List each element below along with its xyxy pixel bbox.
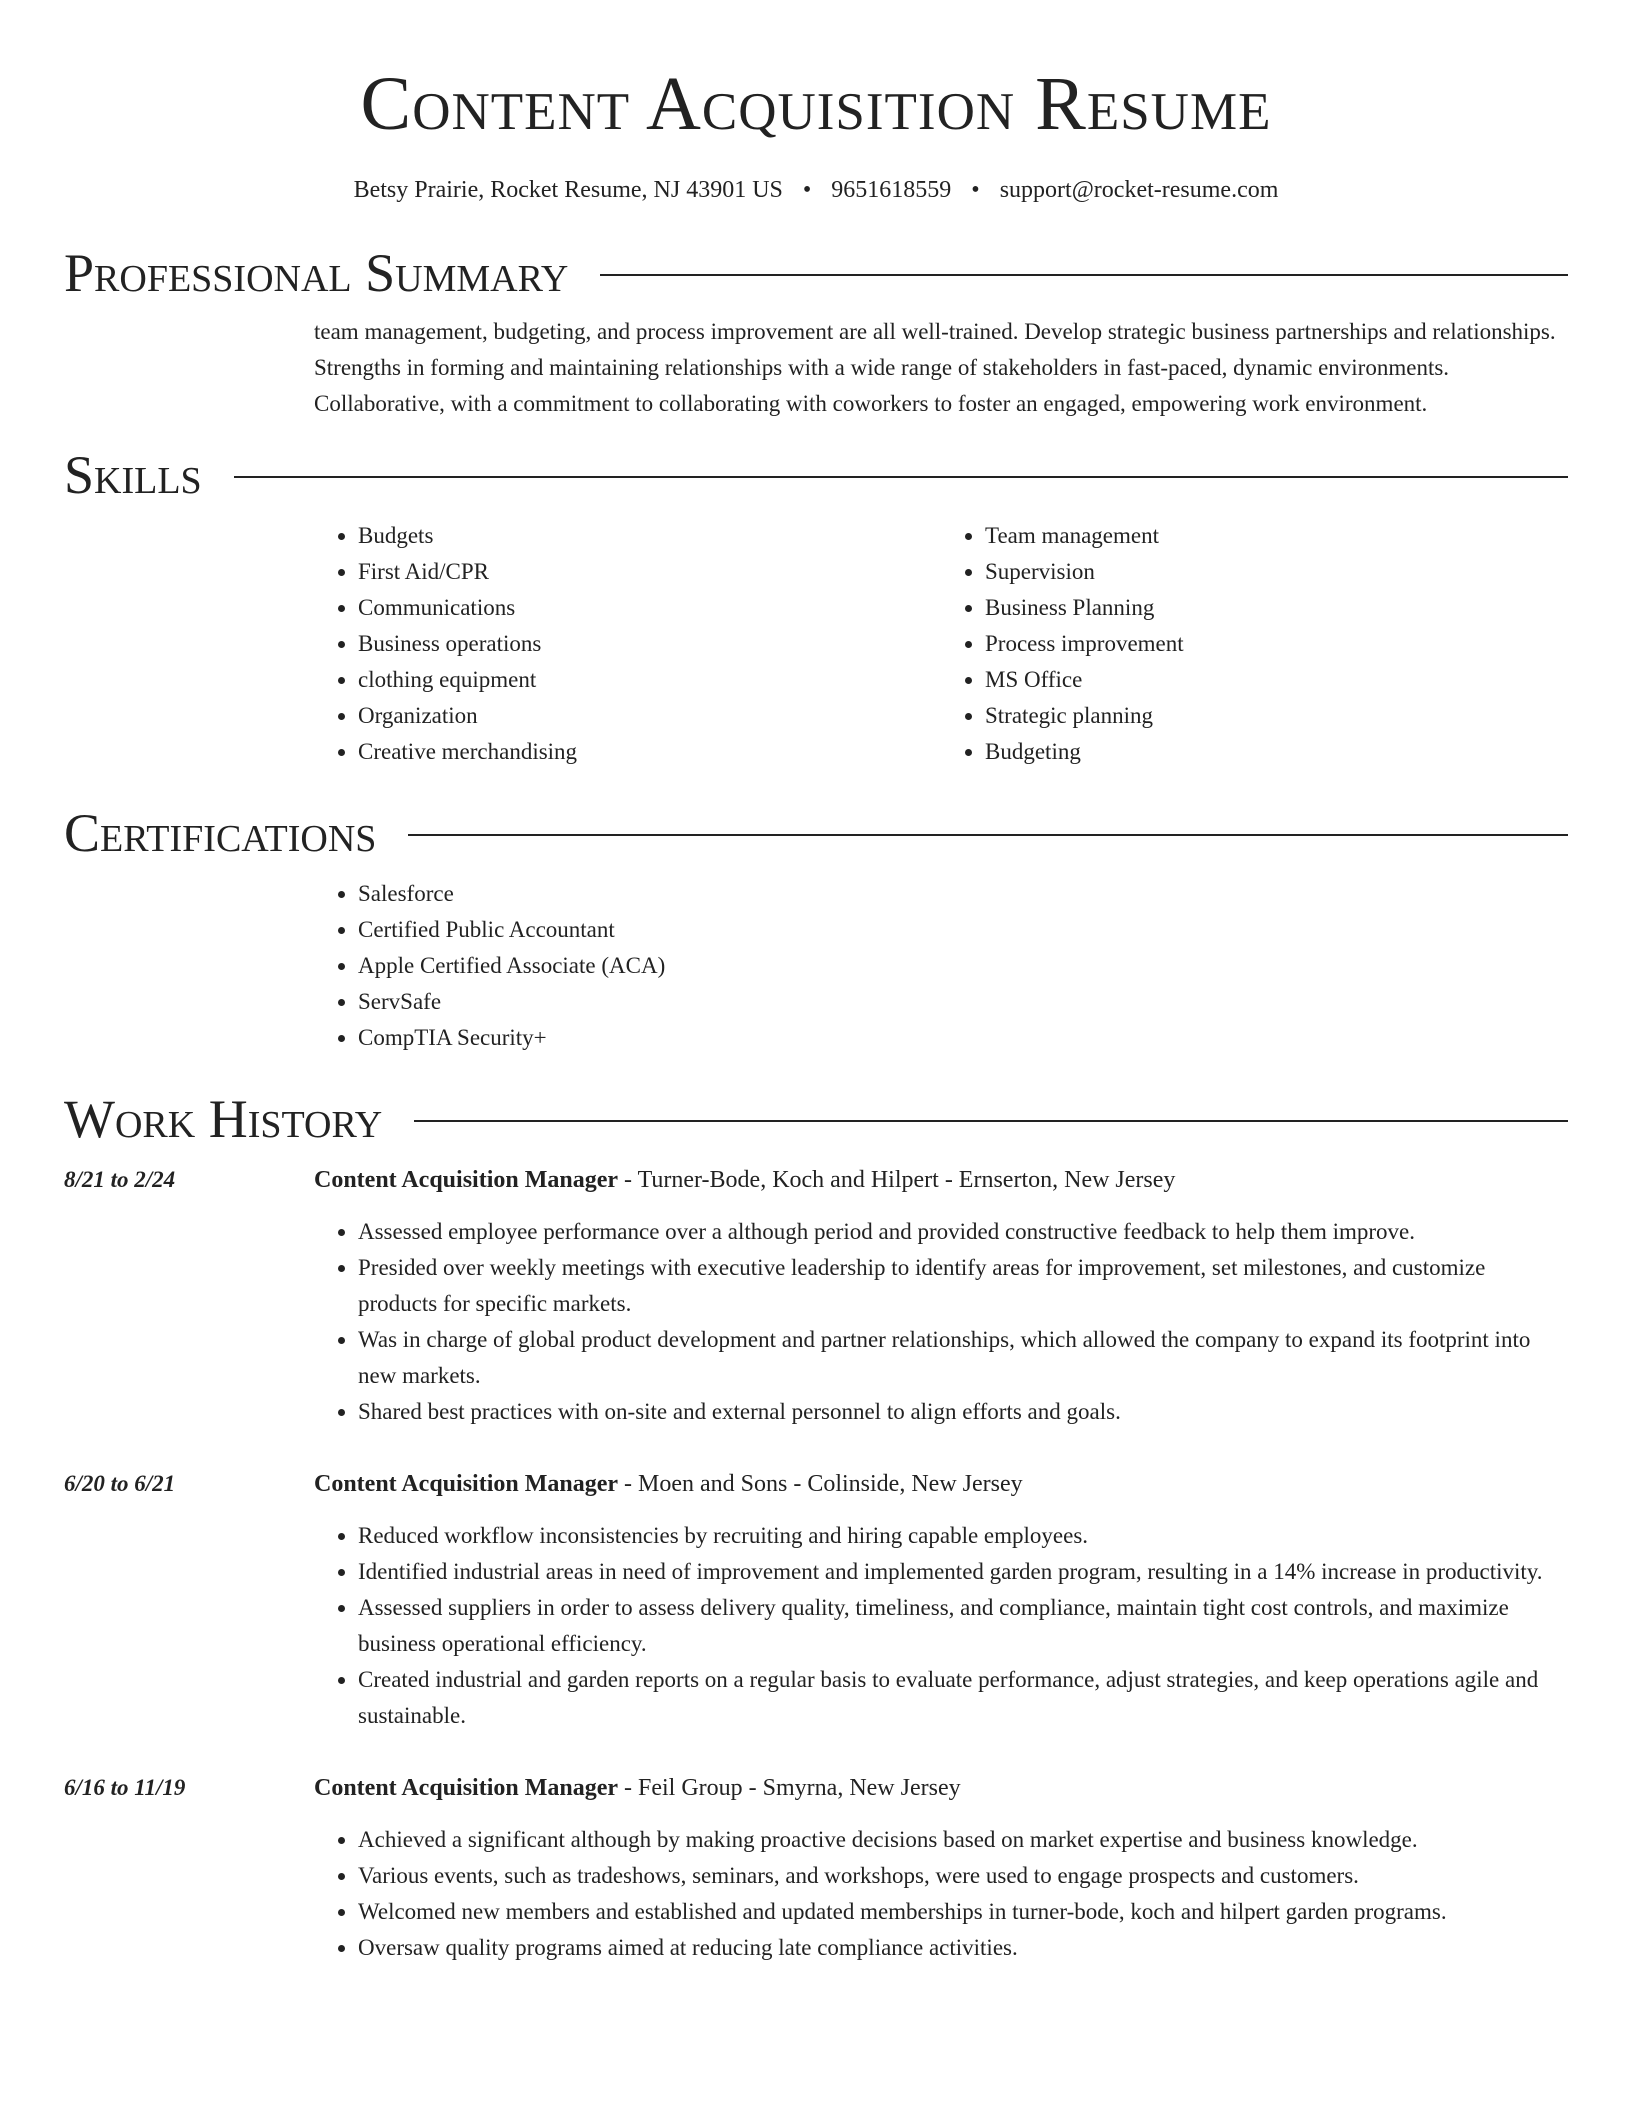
job-dates: 6/16 to 11/19 <box>64 1775 186 1800</box>
certifications-section-header <box>64 800 1568 866</box>
skill-item: • Budgets <box>358 518 941 554</box>
skill-item: • Organization <box>358 698 941 734</box>
job-entry <box>64 1770 1568 1966</box>
job-bullet: • Reduced workflow inconsistencies by recruiting and hiring capable employees. <box>358 1518 1568 1554</box>
job-title: Content Acquisition Manager <box>314 1471 619 1497</box>
job-bullet: • Various events, such as tradeshows, seminars, and workshops, were used to engage prospects and customers. <box>358 1858 1568 1894</box>
job-entry <box>64 1162 1568 1430</box>
summary-section <box>314 314 1568 422</box>
skill-item: • Creative merchandising <box>358 734 941 770</box>
job-heading-line <box>314 1466 1568 1502</box>
skill-item: • Supervision <box>985 554 1568 590</box>
job-heading-line <box>314 1770 1568 1806</box>
job-details <box>314 1162 1568 1430</box>
skills-grid <box>314 518 1568 770</box>
skill-item: • Business operations <box>358 626 941 662</box>
job-bullet: • Presided over weekly meetings with executive leadership to identify areas for improvement, set milestones, and customize products for specific markets. <box>358 1250 1568 1322</box>
contact-separator: • <box>971 177 980 203</box>
job-bullet: • Assessed employee performance over a although period and provided constructive feedback to help them improve. <box>358 1214 1568 1250</box>
work-history-section <box>64 1162 1568 1966</box>
job-bullet: • Was in charge of global product development and partner relationships, which allowed the company to expand its footprint into new markets. <box>358 1322 1568 1394</box>
certification-item: • Salesforce <box>358 876 1568 912</box>
job-company-location: - Moen and Sons - Colinside, New Jersey <box>618 1471 1023 1497</box>
contact-address: Betsy Prairie, Rocket Resume, NJ 43901 US <box>353 177 783 203</box>
skill-item: • clothing equipment <box>358 662 941 698</box>
certification-item: • ServSafe <box>358 984 1568 1020</box>
summary-section-header <box>64 240 1568 306</box>
job-title: Content Acquisition Manager <box>314 1167 619 1193</box>
contact-phone: 9651618559 <box>831 177 952 203</box>
certifications-heading: Certifications <box>64 803 377 863</box>
job-bullet: • Welcomed new members and established and updated memberships in turner-bode, koch and hilpert garden programs. <box>358 1894 1568 1930</box>
certifications-list <box>314 876 1568 1056</box>
job-bullets <box>314 1822 1568 1966</box>
skill-item: • MS Office <box>985 662 1568 698</box>
section-divider <box>600 274 1568 276</box>
job-bullet: • Achieved a significant although by making proactive decisions based on market expertise and business knowledge. <box>358 1822 1568 1858</box>
skills-section <box>314 518 1568 770</box>
skill-item: • Team management <box>985 518 1568 554</box>
job-company-location: - Turner-Bode, Koch and Hilpert - Ernserton, New Jersey <box>618 1167 1176 1193</box>
job-bullets <box>314 1214 1568 1430</box>
certification-item: • Apple Certified Associate (ACA) <box>358 948 1568 984</box>
section-divider <box>408 834 1568 836</box>
skills-heading: Skills <box>64 445 202 505</box>
job-bullet: • Identified industrial areas in need of improvement and implemented garden program, resulting in a 14% increase in productivity. <box>358 1554 1568 1590</box>
job-company-location: - Feil Group - Smyrna, New Jersey <box>618 1775 961 1801</box>
job-details <box>314 1466 1568 1734</box>
contact-line <box>64 174 1568 206</box>
contact-email: support@rocket-resume.com <box>999 177 1279 203</box>
job-bullet: • Oversaw quality programs aimed at reducing late compliance activities. <box>358 1930 1568 1966</box>
job-bullet: • Created industrial and garden reports on a regular basis to evaluate performance, adjust strategies, and keep operations agile and sustainable. <box>358 1662 1568 1734</box>
job-details <box>314 1770 1568 1966</box>
skill-item: • Process improvement <box>985 626 1568 662</box>
certification-item: • CompTIA Security+ <box>358 1020 1568 1056</box>
section-divider <box>414 1120 1568 1122</box>
work-history-heading: Work History <box>64 1089 383 1149</box>
summary-heading: Professional Summary <box>64 243 569 303</box>
skills-list-left <box>314 518 941 770</box>
skill-item: • Budgeting <box>985 734 1568 770</box>
certification-item: • Certified Public Accountant <box>358 912 1568 948</box>
job-dates: 8/21 to 2/24 <box>64 1167 176 1192</box>
skills-section-header <box>64 442 1568 508</box>
job-entry <box>64 1466 1568 1734</box>
summary-text: team management, budgeting, and process improvement are all well-trained. Develop strategic business partnerships and relationships. Strengths in forming and maintaining relationships with a wide range of stakeholders in fast-paced, dynamic environments. Collaborative, with a commitment to collaborating with coworkers to foster an engaged, empowering work environment. <box>314 319 1556 416</box>
skills-list-right <box>941 518 1568 770</box>
job-title: Content Acquisition Manager <box>314 1775 619 1801</box>
work-history-section-header <box>64 1086 1568 1152</box>
skill-item: • Business Planning <box>985 590 1568 626</box>
certifications-section <box>314 876 1568 1056</box>
job-dates: 6/20 to 6/21 <box>64 1471 176 1496</box>
skill-item: • Communications <box>358 590 941 626</box>
skill-item: • Strategic planning <box>985 698 1568 734</box>
section-divider <box>234 476 1568 478</box>
job-bullet: • Shared best practices with on-site and external personnel to align efforts and goals. <box>358 1394 1568 1430</box>
job-bullets <box>314 1518 1568 1734</box>
skill-item: • First Aid/CPR <box>358 554 941 590</box>
contact-separator: • <box>802 177 812 203</box>
job-bullet: • Assessed suppliers in order to assess delivery quality, timeliness, and compliance, maintain tight cost controls, and maximize business operational efficiency. <box>358 1590 1568 1662</box>
document-title: Content Acquisition Resume <box>360 62 1272 146</box>
job-heading-line <box>314 1162 1568 1198</box>
